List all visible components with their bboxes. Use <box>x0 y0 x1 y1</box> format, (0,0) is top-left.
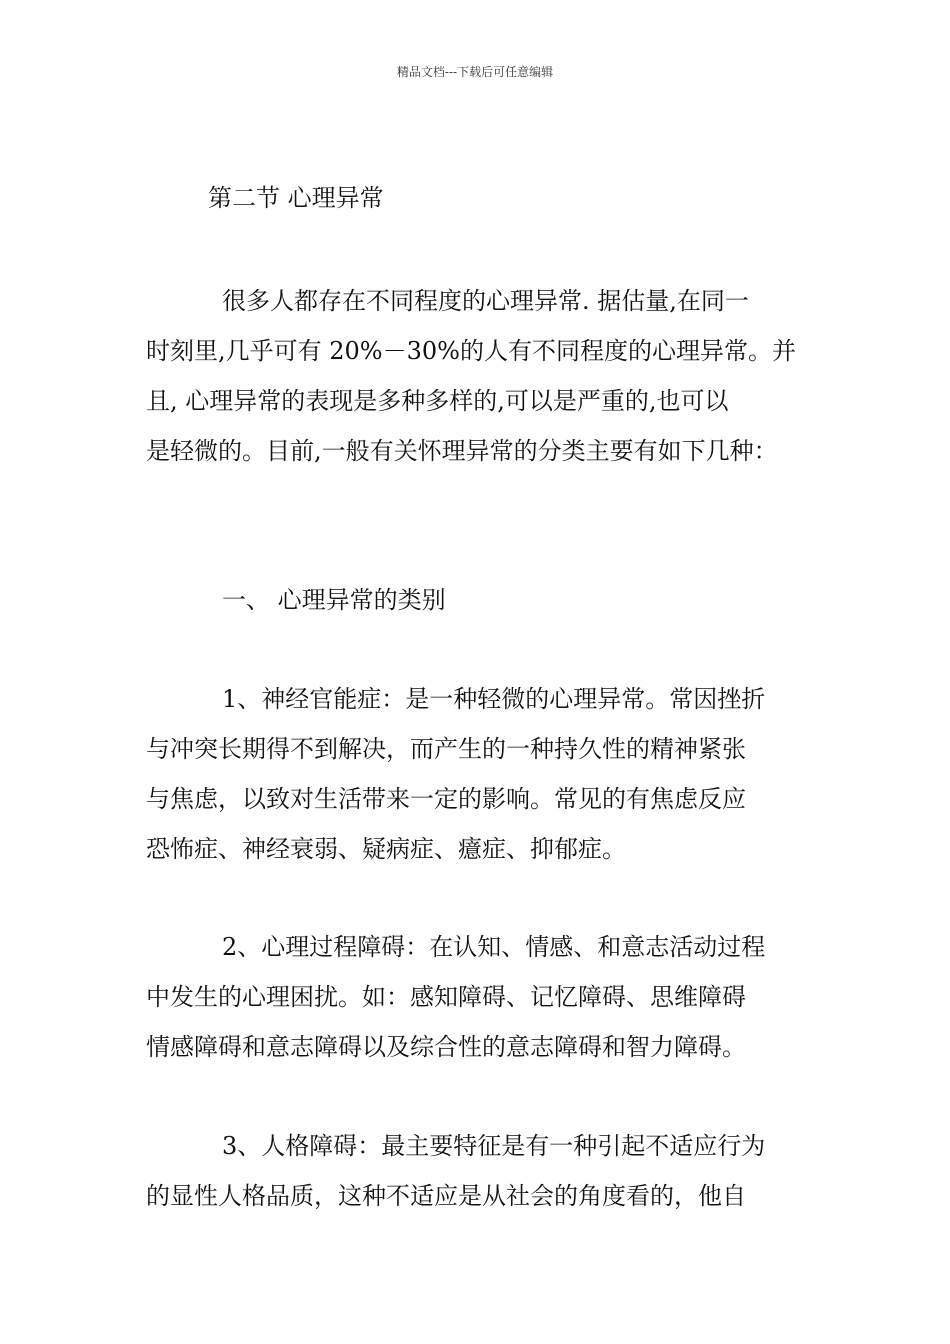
item-2-line-3: 情感障碍和意志障碍以及综合性的意志障碍和智力障碍。 <box>146 1033 746 1061</box>
item-2-line-1: 2、心理过程障碍：在认知、情感、和意志活动过程 <box>222 933 766 961</box>
section-title: 第二节 心理异常 <box>208 184 384 212</box>
item-2-line-2: 中发生的心理困扰。如：感知障碍、记忆障碍、思维障碍 <box>146 983 746 1011</box>
page-header: 精品文档---下载后可任意编辑 <box>396 65 554 79</box>
item-1-line-3: 与焦虑，以致对生活带来一定的影响。常见的有焦虑反应 <box>146 785 746 813</box>
intro-line-4: 是轻微的。目前,一般有关怀理异常的分类主要有如下几种： <box>146 437 778 465</box>
item-1-line-4: 恐怖症、神经衰弱、疑病症、癔症、抑郁症。 <box>146 835 626 863</box>
intro-line-1: 很多人都存在不同程度的心理异常. 据估量,在同一 <box>222 287 749 315</box>
item-3-line-2: 的显性人格品质，这种不适应是从社会的角度看的，他自 <box>146 1182 746 1210</box>
intro-line-3: 且, 心理异常的表现是多种多样的,可以是严重的,也可以 <box>146 387 729 415</box>
item-1-line-2: 与冲突长期得不到解决，而产生的一种持久性的精神紧张 <box>146 735 746 763</box>
subsection-title: 一、 心理异常的类别 <box>222 586 446 614</box>
item-1-line-1: 1、神经官能症：是一种轻微的心理异常。常因挫折 <box>222 685 766 713</box>
item-3-line-1: 3、人格障碍：最主要特征是有一种引起不适应行为 <box>222 1132 766 1160</box>
intro-line-2: 时刻里,几乎可有 20%－30%的人有不同程度的心理异常。并 <box>146 337 796 365</box>
